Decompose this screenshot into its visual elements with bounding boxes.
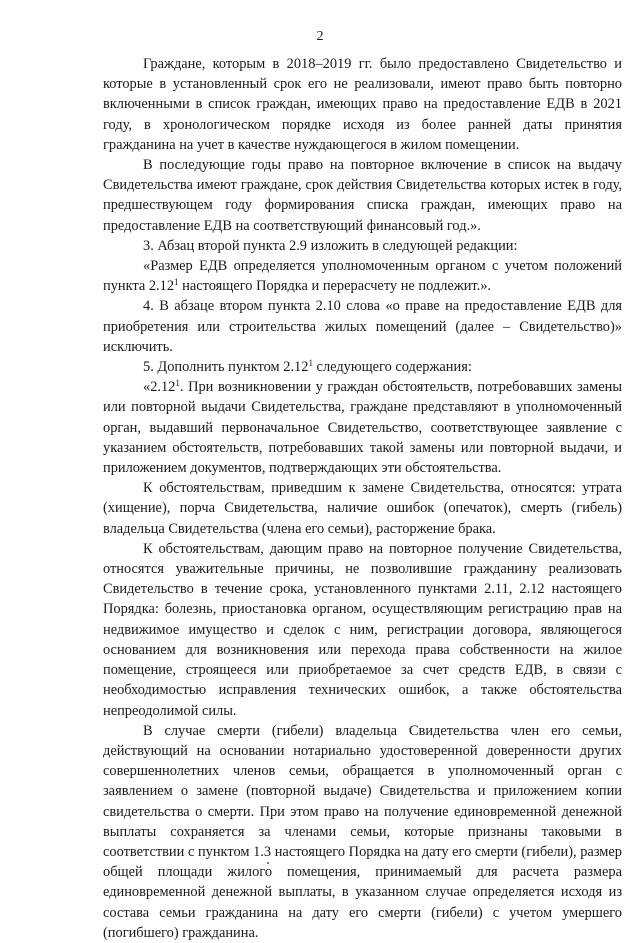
paragraph-9: К обстоятельствам, дающим право на повторное получение Свидетельства, относятся уважительные причины, не позволившие гражданину реализовать Свидетельство в течение срока, установленного пунктами 2.11, 2.12 настоящего Порядка: болезнь, приостановка органом, осуществляющим регистрацию прав на недвижимое имущество и сделок с ним, регистрации договора, являющегося основанием для возникновения или перехода права собственности на жилое помещение, строящееся или приобретаемое за счет средств ЕДВ, в связи с необходимостью исправления технических ошибок, а также обстоятельства непреодолимой силы. <box>103 540 622 719</box>
document-body <box>103 54 622 943</box>
superscript: 1 <box>308 358 313 369</box>
paragraph-7 <box>103 377 622 478</box>
paragraph-6 <box>103 357 622 377</box>
page-number: 2 <box>316 29 324 44</box>
paragraph-8: К обстоятельствам, приведшим к замене Свидетельства, относятся: утрата (хищение), порча Свидетельства, наличие ошибок (опечаток), смерть (гибель) владельца Свидетельства (члена его семьи), расторжение брака. <box>103 480 622 537</box>
superscript: 1 <box>175 378 180 389</box>
paragraph-1: Граждане, которым в 2018–2019 гг. было предоставлено Свидетельство и которые в установленный срок его не реализовали, имеют право быть повторно включенными в список граждан, имеющих право на предоставление ЕДВ в 2021 году, в хронологическом порядке исходя из более ранней даты принятия гражданина на учет в качестве нуждающегося в жилом помещении. <box>103 56 622 153</box>
paragraph-3: 3. Абзац второй пункта 2.9 изложить в следующей редакции: <box>143 237 518 254</box>
paragraph-6-text-cont: следующего содержания: <box>312 359 472 376</box>
superscript: 1 <box>174 277 179 288</box>
paragraph-4-text-cont: настоящего Порядка и перерасчету не подлежит.». <box>178 278 492 295</box>
paragraph-5: 4. В абзаце втором пункта 2.10 слова «о праве на предоставление ЕДВ для приобретения или строительства жилых помещений (далее – Свидетельство)» исключить. <box>103 298 622 355</box>
paragraph-2: В последующие годы право на повторное включение в список на выдачу Свидетельства имеют граждане, срок действия Свидетельства которых истек в году, предшествующем году формирования списка граждан, имеющих право на предоставление ЕДВ на соответствующий финансовый год.». <box>103 157 622 234</box>
paragraph-4 <box>103 256 622 296</box>
paragraph-4-text: «Размер ЕДВ определяется уполномоченным органом с учетом положений пункта 2.12 <box>103 258 622 295</box>
paragraph-6-text: 5. Дополнить пунктом 2.12 <box>143 359 309 376</box>
scan-speck <box>267 862 269 864</box>
paragraph-7-text: «2.12 <box>143 379 176 396</box>
paragraph-10: В случае смерти (гибели) владельца Свидетельства член его семьи, действующий на основании нотариально удостоверенной доверенности других совершеннолетних членов семьи, обращается в уполномоченный орган с заявлением о замене (повторной выдаче) Свидетельства и приложением копии свидетельства о смерти. При этом право на получение единовременной денежной выплаты сохраняется за членами семьи, которые признаны таковыми в соответствии с пунктом 1.3 настоящего Порядка на дату его смерти (гибели), размер общей площади жилого помещения, принимаемый для расчета размера единовременной денежной выплаты, в указанном случае определяется исходя из состава семьи гражданина на дату его смерти (гибели) с учетом умершего (погибшего) гражданина. <box>103 722 622 941</box>
paragraph-7-text-cont: . При возникновении у граждан обстоятельств, потребовавших замены или повторной выдачи Свидетельства, граждане представляют в уполномоченный орган, выдавший первоначальное Свидетельство, соответствующее заявление с указанием обстоятельств, потребовавших такой замены или повторной выдачи, и приложением документов, подтверждающих эти обстоятельства. <box>103 379 622 477</box>
